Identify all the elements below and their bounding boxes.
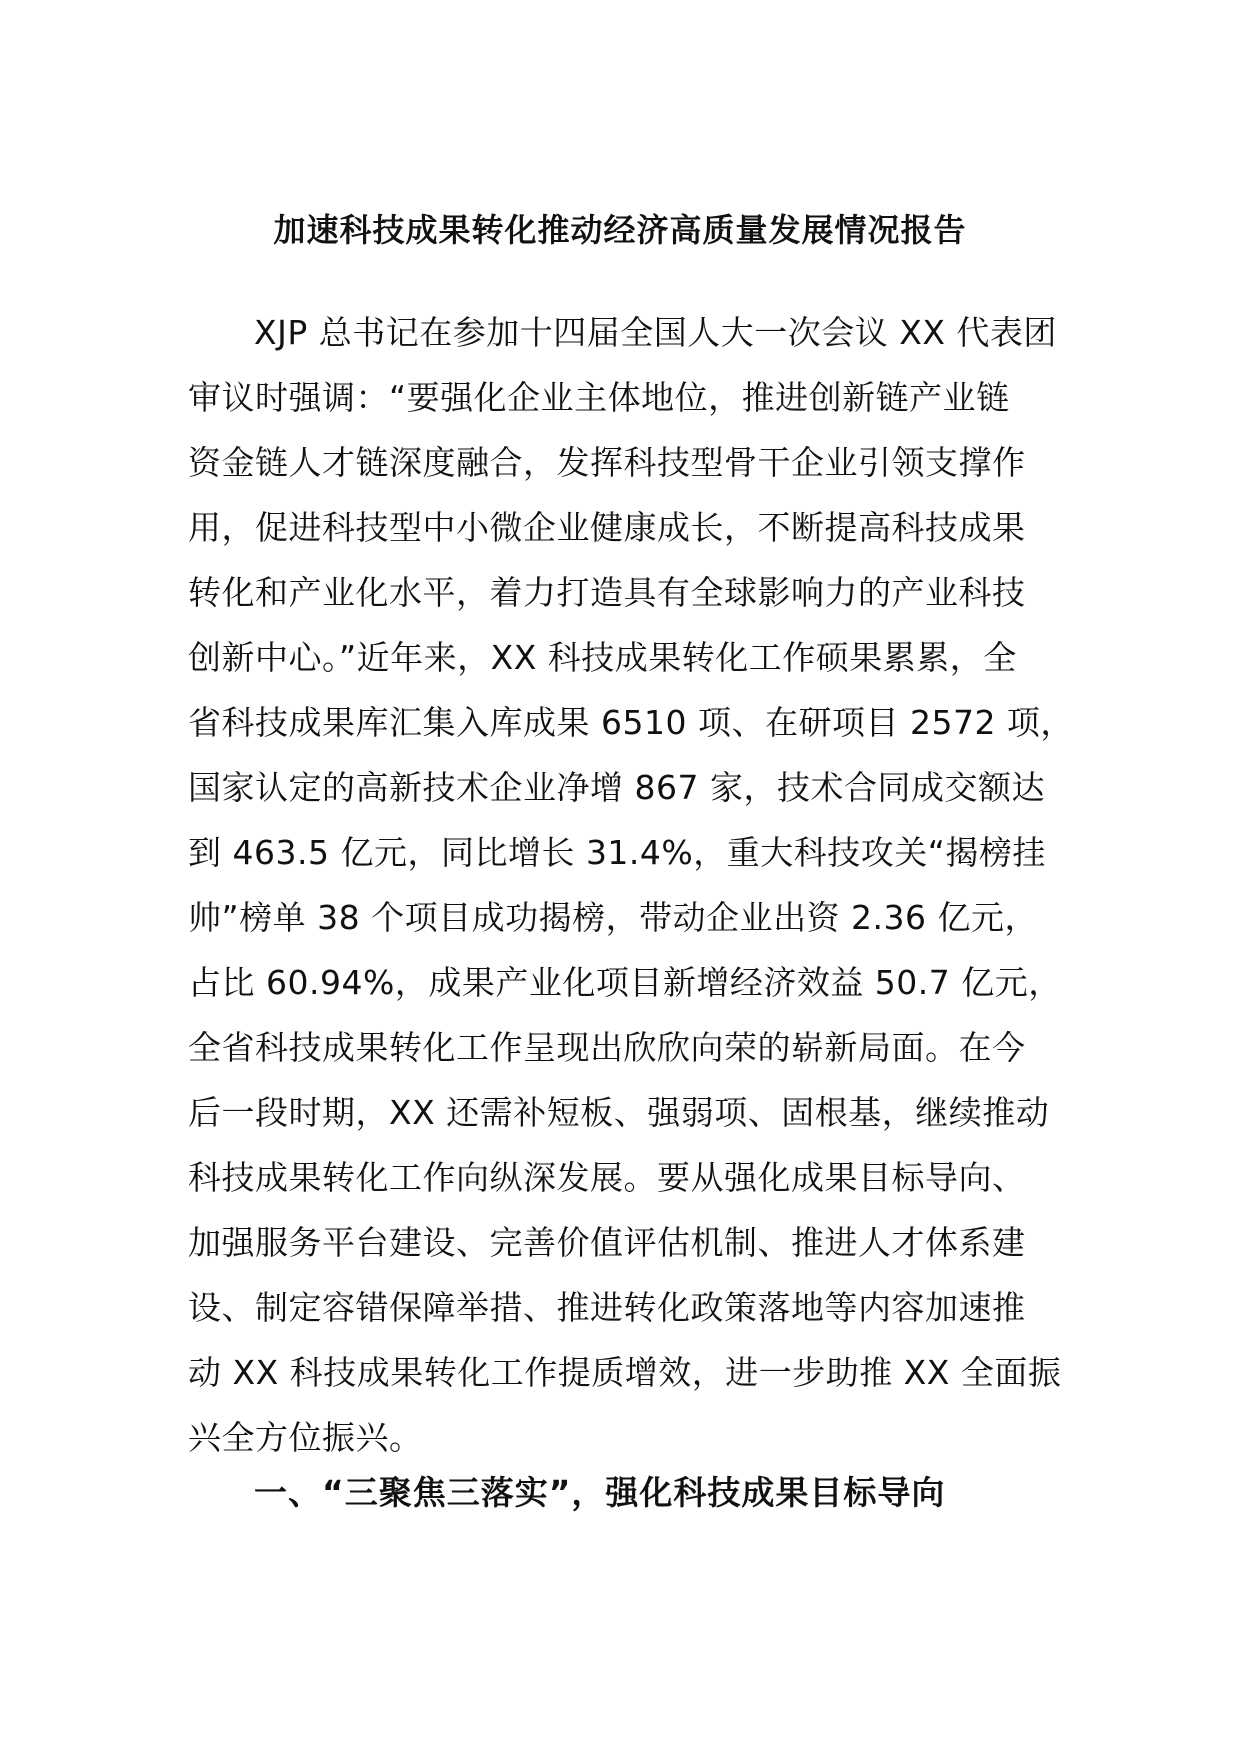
paragraph-line: 加强服务平台建设、完善价值评估机制、推进人才体系建 (188, 1223, 1026, 1262)
paragraph-line: 动 XX 科技成果转化工作提质增效，进一步助推 XX 全面振 (188, 1353, 1062, 1392)
paragraph-line: 后一段时期，XX 还需补短板、强弱项、固根基，继续推动 (188, 1093, 1050, 1132)
paragraph-line: 科技成果转化工作向纵深发展。要从强化成果目标导向、 (188, 1158, 1026, 1197)
paragraph-line: 创新中心。”近年来，XX 科技成果转化工作硕果累累，全 (188, 638, 1017, 677)
paragraph-line: 国家认定的高新技术企业净增 867 家，技术合同成交额达 (188, 768, 1045, 807)
paragraph-line: 全省科技成果转化工作呈现出欣欣向荣的崭新局面。在今 (188, 1028, 1026, 1067)
section-heading: 一、“三聚焦三落实”，强化科技成果目标导向 (254, 1473, 946, 1512)
document-title: 加速科技成果转化推动经济高质量发展情况报告 (273, 211, 967, 249)
paragraph-line: 审议时强调：“要强化企业主体地位，推进创新链产业链 (188, 378, 1010, 417)
body-paragraph (188, 300, 1074, 1470)
paragraph-line: 用，促进科技型中小微企业健康成长，不断提高科技成果 (188, 508, 1026, 547)
paragraph-line: 资金链人才链深度融合，发挥科技型骨干企业引领支撑作 (188, 443, 1026, 482)
paragraph-line: XJP 总书记在参加十四届全国人大一次会议 XX 代表团 (254, 313, 1057, 352)
paragraph-line: 到 463.5 亿元，同比增长 31.4%，重大科技攻关“揭榜挂 (188, 833, 1046, 872)
paragraph-line: 省科技成果库汇集入库成果 6510 项、在研项目 2572 项， (188, 703, 1074, 742)
paragraph-line: 占比 60.94%，成果产业化项目新增经济效益 50.7 亿元， (188, 963, 1062, 1002)
paragraph-line: 转化和产业化水平，着力打造具有全球影响力的产业科技 (188, 573, 1026, 612)
paragraph-line: 兴全方位振兴。 (188, 1418, 423, 1457)
paragraph-line: 帅”榜单 38 个项目成功揭榜，带动企业出资 2.36 亿元， (188, 898, 1039, 937)
paragraph-line: 设、制定容错保障举措、推进转化政策落地等内容加速推 (188, 1288, 1026, 1327)
